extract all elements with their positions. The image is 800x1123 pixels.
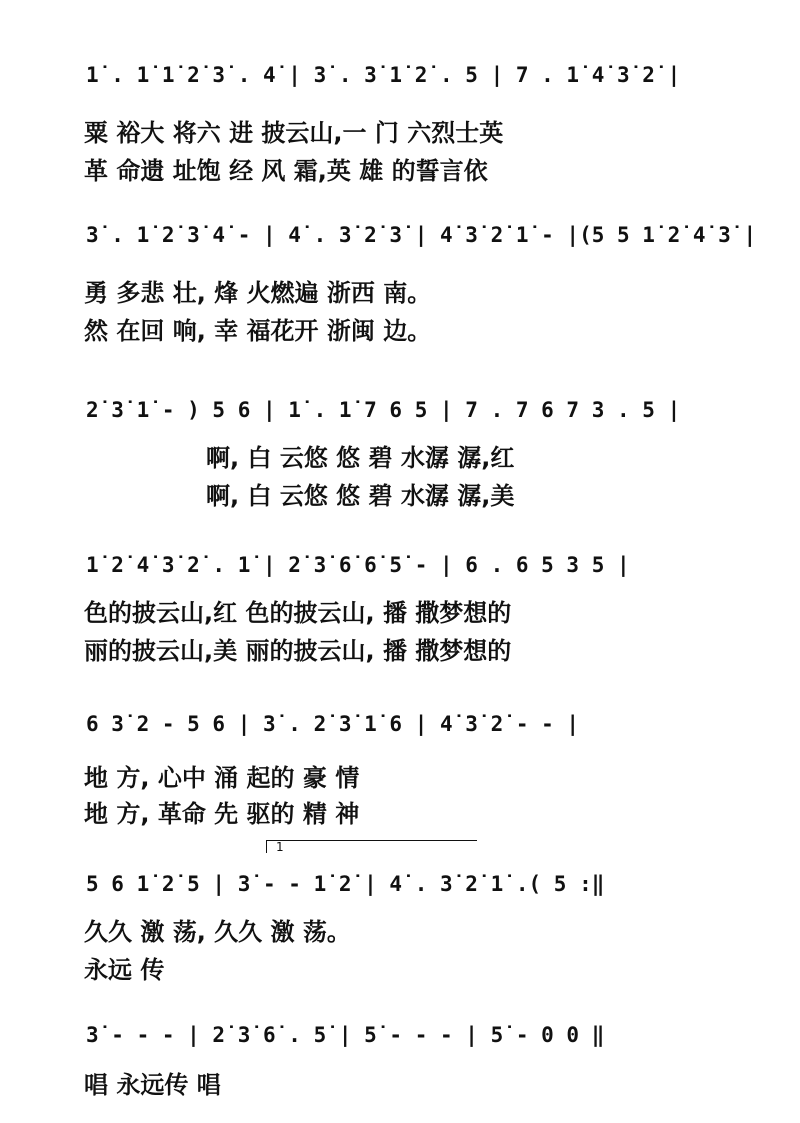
notation-line-7: 3̇ - - - | 2̇ 3̇ 6̇ . 5̇ | 5̇ - - - | 5̇ - 0 0 ‖ [86, 1023, 605, 1047]
notation-line-1: 1̇ . 1̇ 1̇ 2̇ 3̇ . 4̇ | 3̇ . 3̇ 1̇ 2̇ . 5 | 7 . 1̇ 4̇ 3̇ 2̇ | [86, 63, 681, 87]
lyric-line-2a: 勇 多悲 壮, 烽 火燃遍 浙西 南。 [84, 279, 432, 307]
lyric-line-6a: 久久 激 荡, 久久 激 荡。 [84, 918, 351, 946]
notation-line-3: 2̇ 3̇ 1̇ - ) 5 6 | 1̇ . 1̇ 7 6 5 | 7 . 7 6 7 3 . 5 | [86, 398, 681, 422]
lyric-line-3b: 啊, 白 云悠 悠 碧 水潺 潺,美 [206, 482, 515, 510]
lyric-line-4a: 色的披云山,红 色的披云山, 播 撒梦想的 [84, 599, 512, 627]
lyric-line-4b: 丽的披云山,美 丽的披云山, 播 撒梦想的 [84, 637, 512, 665]
notation-line-6: 5 6 1̇ 2̇ 5 | 3̇ - - 1̇ 2̇ | 4̇ . 3̇ 2̇ 1̇ .( 5 :‖ [86, 872, 605, 896]
lyric-line-3a: 啊, 白 云悠 悠 碧 水潺 潺,红 [206, 444, 515, 472]
lyric-line-2b: 然 在回 响, 幸 福花开 浙闽 边。 [84, 317, 432, 345]
notation-line-5: 6 3̇ 2 - 5 6 | 3̇ . 2̇ 3̇ 1̇ 6 | 4̇ 3̇ 2̇ - - | [86, 712, 580, 736]
lyric-line-7a: 唱 永远传 唱 [84, 1071, 221, 1099]
notation-line-4: 1̇ 2̇ 4̇ 3̇ 2̇ . 1̇ | 2̇ 3̇ 6̇ 6̇ 5̇ - | 6 . 6 5 3 5 | [86, 553, 630, 577]
lyric-line-1b: 革 命遗 址饱 经 风 霜,英 雄 的誓言依 [84, 157, 488, 185]
volta-bracket [266, 840, 477, 853]
lyric-line-5a: 地 方, 心中 涌 起的 豪 情 [84, 764, 360, 792]
notation-line-2: 3̇ . 1̇ 2̇ 3̇ 4̇ - | 4̇ . 3̇ 2̇ 3̇ | 4̇ 3̇ 2̇ 1̇ - |(5 5 1̇ 2̇ 4̇ 3̇ | [86, 223, 757, 247]
volta-number: 1 [276, 840, 284, 854]
lyric-line-6b: 永远 传 [84, 956, 165, 984]
lyric-line-5b: 地 方, 革命 先 驱的 精 神 [84, 800, 360, 828]
lyric-line-1a: 粟 裕大 将六 进 披云山,一 门 六烈士英 [84, 119, 504, 147]
